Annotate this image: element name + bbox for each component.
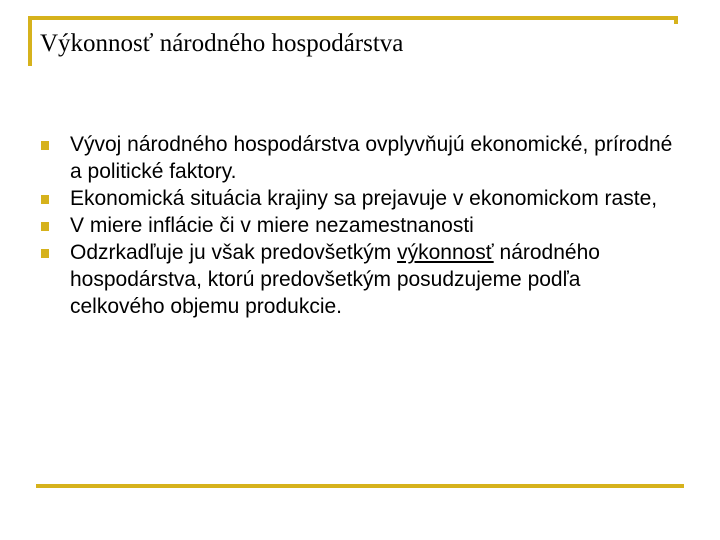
bullet-item-1 — [40, 131, 680, 185]
bullet-text-4-before: Odzrkadľuje ju však predovšetkým — [70, 241, 398, 264]
title-frame-top-border — [28, 16, 678, 20]
bullet-text-3: V miere inflácie či v miere nezamestnanosti — [70, 214, 474, 237]
bullet-list — [40, 131, 680, 320]
bullet-item-2 — [40, 185, 680, 212]
bullet-item-4 — [40, 239, 680, 320]
square-bullet-icon — [41, 222, 49, 231]
title-frame-left-border — [28, 16, 32, 66]
bullet-text-4-underlined: výkonnosť — [397, 241, 494, 264]
slide-title: Výkonnosť národného hospodárstva — [40, 30, 404, 57]
bullet-item-3 — [40, 212, 680, 239]
bullet-text-1: Vývoj národného hospodárstva ovplyvňujú ekonomické, prírodné a politické faktory. — [70, 133, 673, 183]
bullet-text-2: Ekonomická situácia krajiny sa prejavuje v ekonomickom raste, — [70, 187, 658, 210]
square-bullet-icon — [41, 141, 49, 150]
title-frame-right-tick — [674, 16, 678, 24]
bottom-rule — [36, 484, 684, 488]
bullet-text-4-after: národného hospodárstva, ktorú predovšetkým posudzujeme podľa celkového objemu produkcie. — [70, 241, 600, 318]
square-bullet-icon — [41, 195, 49, 204]
square-bullet-icon — [41, 249, 49, 258]
